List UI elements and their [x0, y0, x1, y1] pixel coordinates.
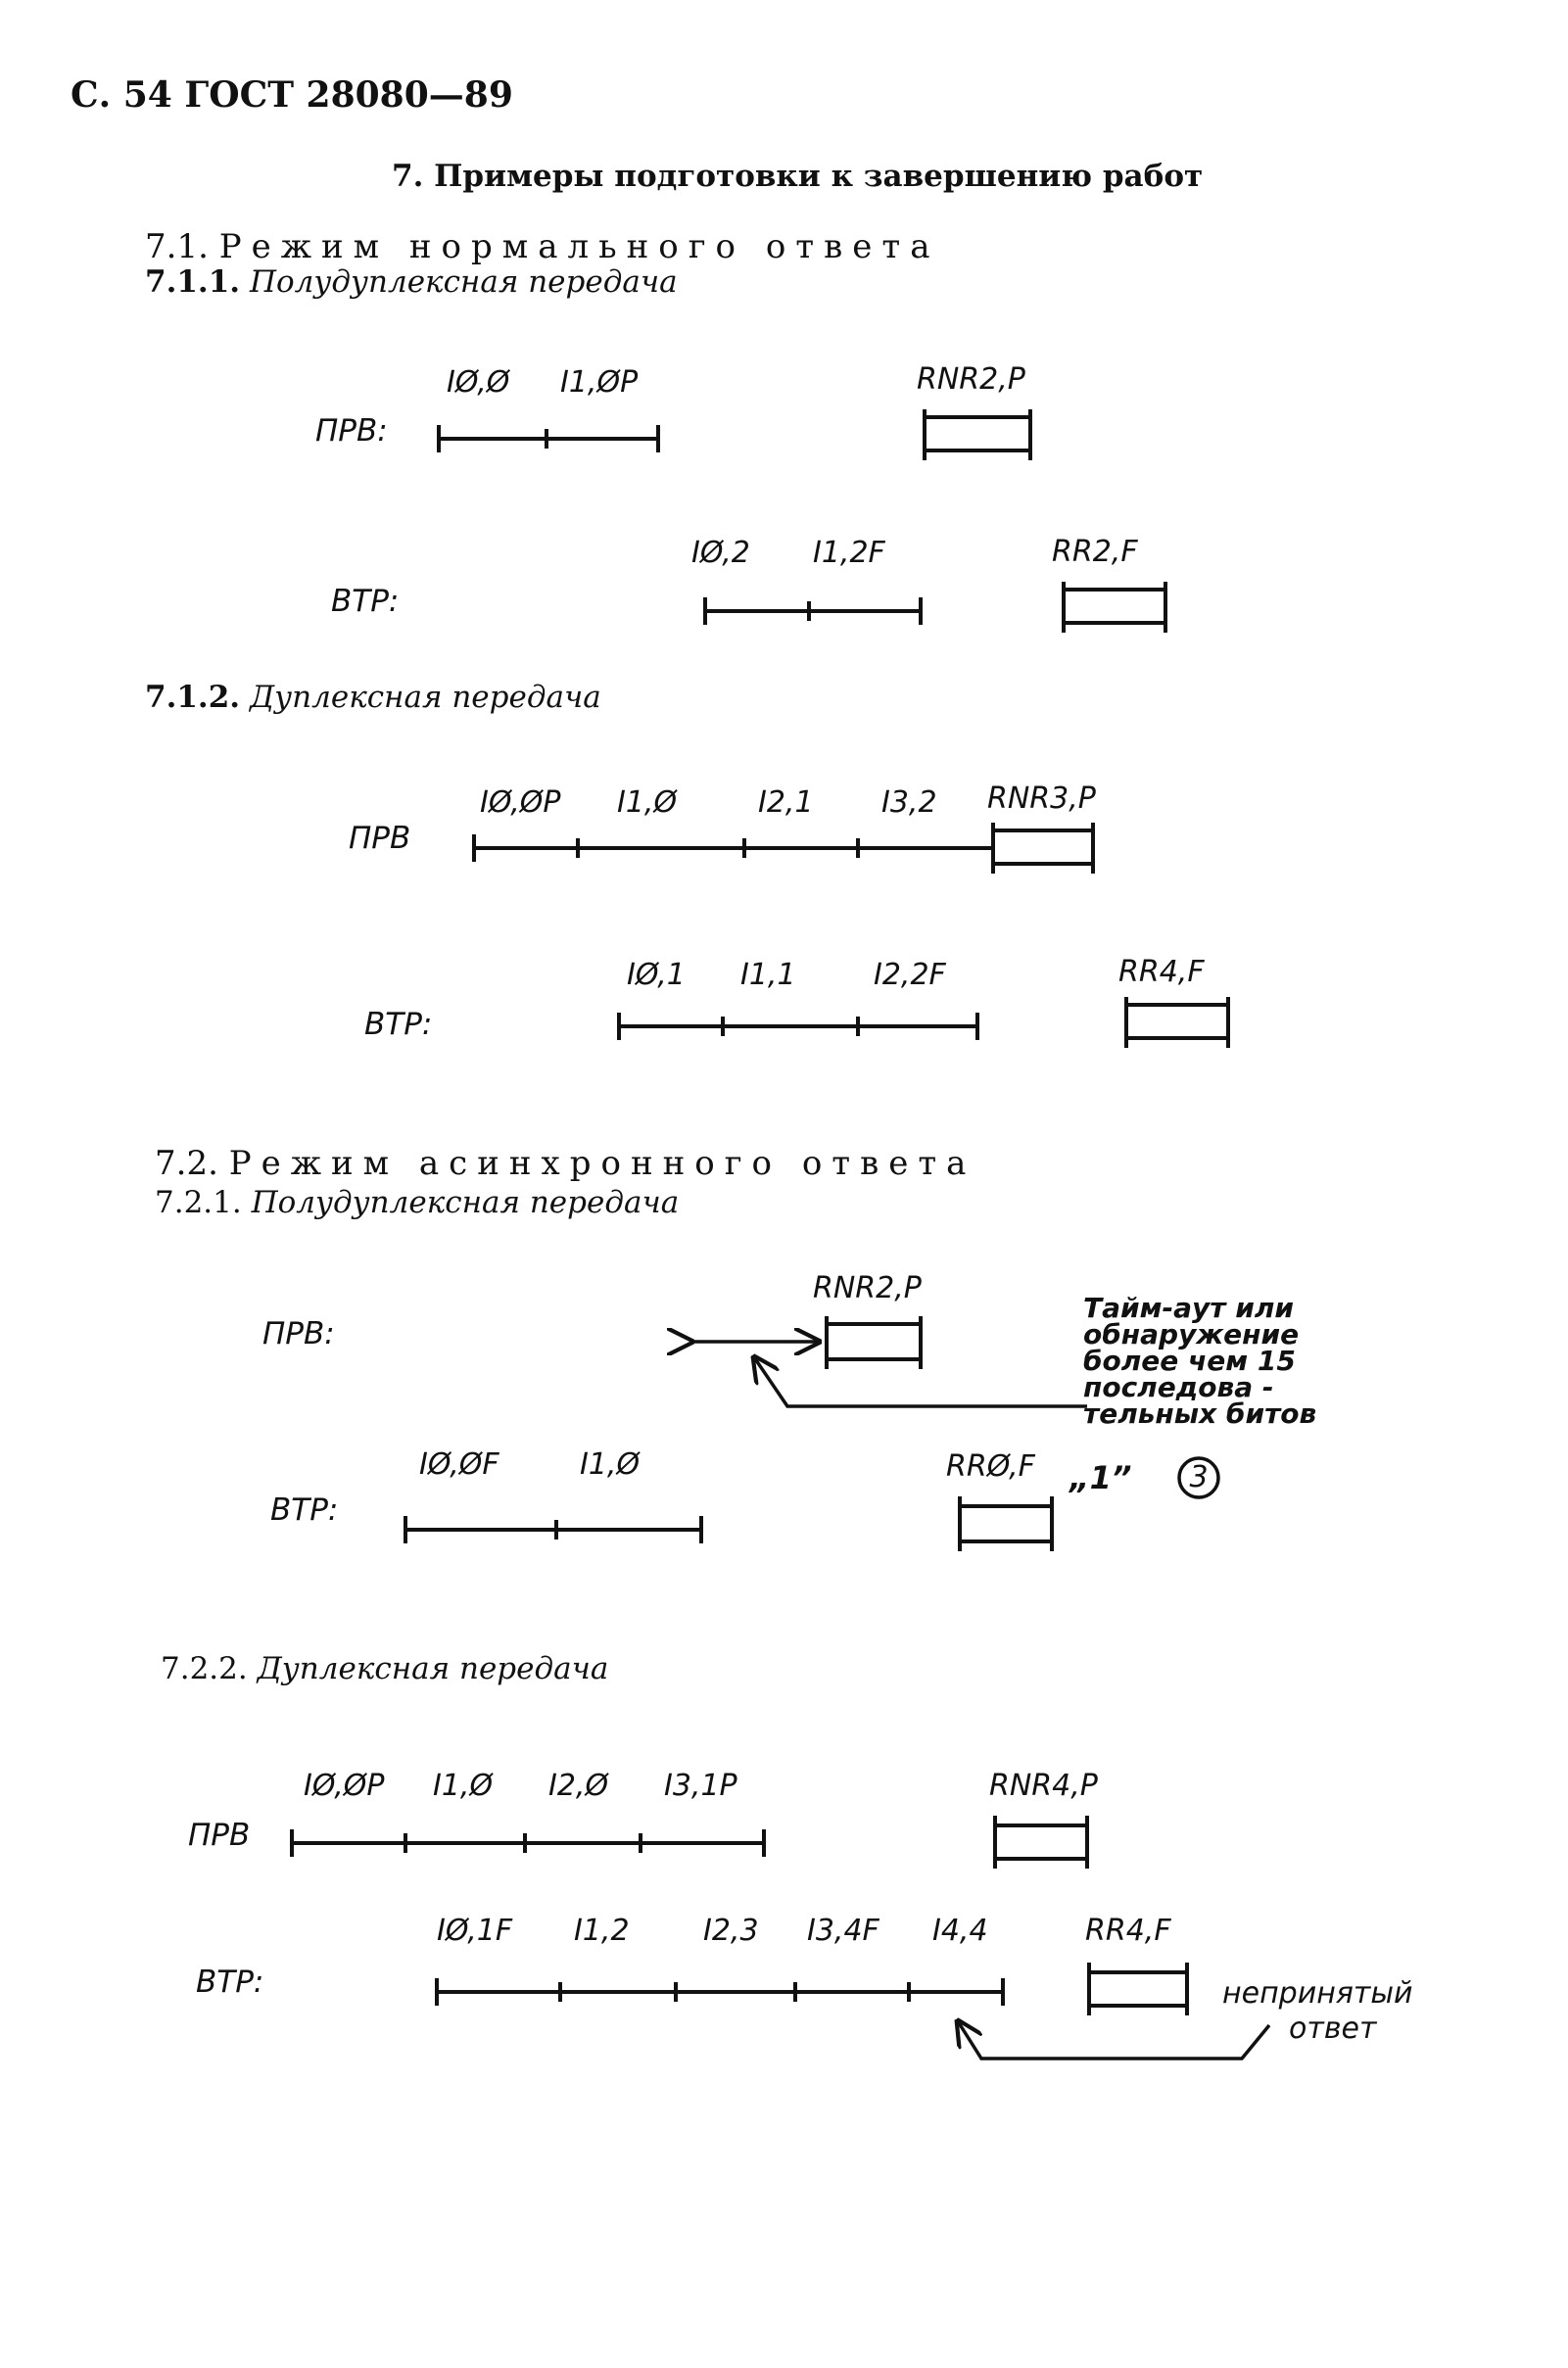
- note-line: более чем 15: [1083, 1345, 1296, 1377]
- frame-label: I2,3: [703, 1914, 759, 1948]
- timeline-vtr-7-2-1: [405, 1516, 701, 1543]
- frame-label: I1,Ø: [580, 1447, 641, 1482]
- note-line: непринятый: [1222, 1976, 1413, 2011]
- frame-label: I3,2: [881, 785, 937, 820]
- prv-label-7-2-2: ПРВ: [188, 1818, 251, 1853]
- frame-box-vtr-7-1-2: [1126, 997, 1228, 1048]
- frame-label: I1,Ø: [617, 785, 678, 820]
- section-7-1-number: 7.1.: [145, 227, 209, 266]
- section-7-2-number: 7.2.: [155, 1144, 218, 1183]
- section-7-2-text: Режим асинхронного ответа: [228, 1144, 976, 1183]
- frame-box-prv-7-2-1: [827, 1316, 921, 1369]
- section-7-1-2-number: 7.1.2.: [145, 680, 241, 715]
- frame-label: I1,1: [740, 958, 796, 992]
- timeline-prv-7-1-2: [474, 834, 993, 862]
- section-7-2-2-number: 7.2.2.: [161, 1651, 248, 1686]
- frame-box-vtr-7-1-1: [1064, 582, 1165, 633]
- frame-label: IØ,1F: [437, 1914, 513, 1948]
- section-7-2-2-text: Дуплексная передача: [257, 1651, 609, 1686]
- timeline-prv-7-1-1: [439, 425, 658, 452]
- box-label: RR4,F: [1118, 955, 1205, 989]
- timeline-vtr-7-1-2: [619, 1013, 977, 1040]
- frame-label: I3,4F: [807, 1914, 879, 1948]
- note-line: последова -: [1083, 1371, 1274, 1403]
- box-label: RNR4,P: [989, 1769, 1098, 1803]
- page-header: С. 54 ГОСТ 28080—89: [71, 74, 513, 116]
- note-line: ответ: [1289, 2012, 1377, 2046]
- note-quote: „1”: [1069, 1459, 1132, 1496]
- prv-label-7-1-1: ПРВ:: [315, 413, 388, 449]
- section-7-1-text: Режим нормального ответа: [218, 227, 940, 266]
- note-circle: [1179, 1458, 1218, 1497]
- section-7-2-1-text: Полудуплексная передача: [251, 1185, 680, 1220]
- frame-label: IØ,ØF: [419, 1447, 499, 1482]
- vtr-label-7-1-1: ВТР:: [331, 584, 400, 619]
- timeout-arrow-7-2-1: [691, 1342, 1087, 1406]
- vtr-label-7-1-2: ВТР:: [364, 1007, 433, 1042]
- frame-label: IØ,ØP: [480, 785, 561, 820]
- box-label: RRØ,F: [946, 1449, 1035, 1484]
- frame-label: I1,ØP: [560, 365, 639, 400]
- frame-box-prv-7-2-2: [995, 1816, 1087, 1869]
- frame-box-vtr-7-2-1: [960, 1496, 1052, 1551]
- frame-box-prv-7-1-1: [925, 409, 1030, 460]
- vtr-label-7-2-2: ВТР:: [196, 1965, 264, 2000]
- section-7-title: 7. Примеры подготовки к завершению работ: [392, 159, 1204, 194]
- frame-box-prv-7-1-2: [993, 823, 1093, 874]
- frame-label: IØ,1: [627, 958, 686, 992]
- timeline-prv-7-2-2: [292, 1829, 764, 1857]
- frame-label: IØ,Ø: [447, 365, 510, 400]
- box-label: RNR3,P: [987, 781, 1096, 816]
- vtr-label-7-2-1: ВТР:: [270, 1492, 339, 1528]
- timeline-vtr-7-2-2: [437, 1978, 1003, 2006]
- section-7-1-1-text: Полудуплексная передача: [249, 264, 678, 300]
- frame-label: IØ,ØP: [304, 1769, 385, 1803]
- frame-label: IØ,2: [691, 536, 750, 570]
- note-line: Тайм-аут или: [1083, 1292, 1294, 1324]
- prv-label-7-2-1: ПРВ:: [262, 1316, 335, 1351]
- frame-label: I1,2: [574, 1914, 630, 1948]
- frame-label: I1,2F: [813, 536, 885, 570]
- frame-label: I3,1P: [664, 1769, 737, 1803]
- frame-label: I2,1: [758, 785, 814, 820]
- box-label: RR2,F: [1052, 535, 1138, 569]
- timeline-vtr-7-1-1: [705, 597, 921, 625]
- box-label: RR4,F: [1085, 1914, 1171, 1948]
- frame-label: I1,Ø: [433, 1769, 494, 1803]
- box-label: RNR2,P: [813, 1271, 922, 1305]
- frame-label: I4,4: [932, 1914, 988, 1948]
- section-7-2-1-number: 7.2.1.: [155, 1185, 242, 1220]
- note-line: тельных битов: [1083, 1397, 1317, 1430]
- frame-box-vtr-7-2-2: [1089, 1963, 1187, 2015]
- note-number: 3: [1189, 1460, 1209, 1494]
- box-label: RNR2,P: [917, 362, 1025, 397]
- frame-label: I2,2F: [874, 958, 946, 992]
- note-line: обнаружение: [1083, 1318, 1300, 1350]
- section-7-1-1-number: 7.1.1.: [145, 264, 241, 300]
- frame-label: I2,Ø: [548, 1769, 609, 1803]
- rejected-arrow-7-2-2: [958, 2021, 1269, 2059]
- prv-label-7-1-2: ПРВ: [349, 821, 411, 856]
- section-7-1-2-text: Дуплексная передача: [249, 680, 601, 715]
